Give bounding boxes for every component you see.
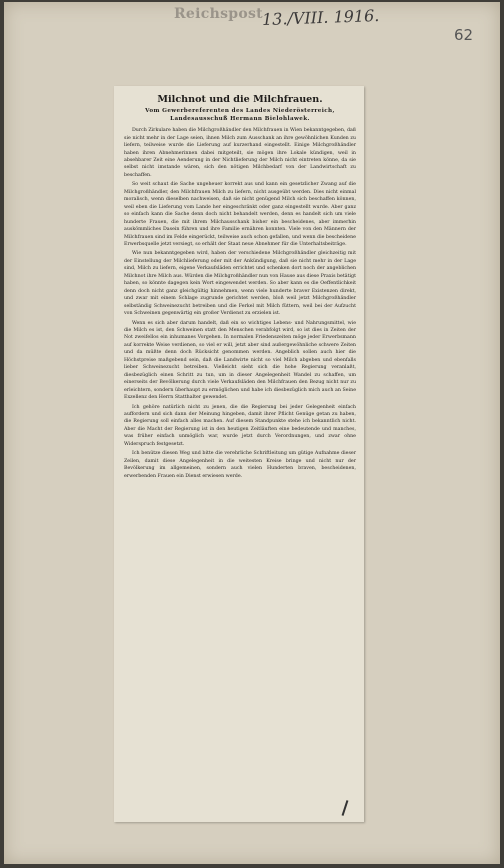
- article-paragraph: Durch Zirkulare haben die Milchgroßhändler den Milchfrauen in Wien bekanntgegeben, daß sie nicht mehr in der Lage seien, ihnen Milch zum Ausschank an ihre gewöhnlichen Kunden zu liefern, teilweise wurde die Lieferung auf kurzerhand eingestellt. Einige Milchgroßhändler haben ihren Abnehmerinnen dabei mitgeteilt, sie mögen ihre Lokale kündigen, weil in absehbarer Zeit eine Aenderung in der Nichtlieferung der Milch nicht eintreten könne, da sie selbst nicht imstande wären, sich den nötigen Milchbedarf von der Landwirtschaft zu beschaffen.: [124, 128, 356, 178]
- folio-number: 62: [454, 26, 474, 44]
- article-paragraph: Wie nun bekanntgegeben wird, haben der verschiedene Milchgroßhändler gleichzeitig mit der Einstellung der Milchlieferung oder mit der Ankündigung, daß sie nicht mehr in der Lage sind, Milch zu liefern, eigene Verkaufsläden errichtet und schenken dort noch der angeblichen Milchnot ihre Milch aus. Würden die Milchgroßhändler nun von Hause aus diese Praxis betätigt haben, so könnte dagegen kein Wort eingewendet werden. So aber kann es die Oeffentlichkeit denn doch nicht ganz gleichgültig hinnehmen, wenn viele hunderte braver Existenzen direkt, und zwar mit einem Schlage zugrunde gerichtet werden, bloß weil jetzt Milchgroßhändler selbständig Schweinezucht betreiben und die Ferkel mit Milch füttern, weil bei der Aufzucht von Schweinen gegenwärtig ein großer Verdienst zu erzielen ist.: [124, 251, 356, 317]
- article-paragraph: So weit schaut die Sache ungeheuer korrekt aus und kann ein gesetzlicher Zwang auf die Milchgroßhändler, den Milchfrauen Milch zu liefern, nicht ausgeübt werden. Dies nicht einmal moralisch, wenn dieselben nachweisen, daß sie nicht genügend Milch sich beschaffen können, weil eben die Lieferung vom Lande her eingeschränkt oder ganz eingestellt wurde. Aber ganz so einfach kann die Sache denn doch nicht behandelt werden, denn es handelt sich um viele hunderte Frauen, die mit ihrem Milchausschank bisher ein bescheidenes, aber immerhin auskömmliches Dasein führen und ihre Familie ernähren konnten. Viele von den Männern der Milchfrauen sind im Felde eingerückt, teilweise auch schon gefallen, und wenn die bescheidene Erwerbsquelle jetzt versiegt, so erhält der Staat neue Abnehmer für die Unterhaltsbeiträge.: [124, 182, 356, 247]
- article-paragraph: Wenn es sich aber darum handelt, daß ein so wichtiges Lebens- und Nahrungsmittel, wie die Milch es ist, den Schweinen statt den Menschen verabfolgt wird, so ist dies in Zeiten der Not zweifellos ein inhumanes Vorgehen. In normalen Friedenszeiten möge jeder Erwerbsmann auf korrekte Weise verdienen, so viel er will, jetzt aber sind außergewöhnliche schwere Zeiten und da müßte denn doch Rücksicht genommen werden. Angeblich sollen auch hier die Höchstpreise maßgebend sein, daß die Landwirte nicht so viel Milch abgeben und ebenfalls lieber Schweinezucht betreiben. Vielleicht sieht sich die hohe Regierung veranlaßt, diesbezüglich einen Schritt zu tun, um in dieser Angelegenheit Wandel zu schaffen, um einerseits der Bevölkerung durch viele Verkaufsläden den Milchfrauen den Bezug nicht nur zu erleichtern, sondern überhaupt zu ermöglichen und habe ich diesbezüglich mich auch an Seine Exzellenz den Herrn Statthalter gewendet.: [124, 320, 356, 401]
- newspaper-clipping: [114, 86, 364, 822]
- article-paragraph: Ich benütze diesen Weg und bitte die verehrliche Schriftleitung um gütige Aufnahme dieser Zeilen, damit diese Angelegenheit in die weitesten Kreise bringe und nicht nur der Bevölkerung im allgemeinen, sondern auch vielen Hunderten braven, bescheidenen, erwerbenden Frauen ein Dienst erwiesen werde.: [124, 451, 356, 479]
- article-title: Milchnot und die Milchfrauen.: [157, 94, 323, 105]
- handwritten-date: 13./VIII. 1916.: [261, 5, 380, 30]
- article-subtitle: Vom Gewerbereferenten des Landes Niederösterreich, Landesausschuß Hermann Bielohlawek.: [145, 108, 335, 122]
- article-paragraph: Ich gehöre natürlich nicht zu jenen, die die Regierung bei jeder Gelegenheit einfach auffordern und sich dann der Meinung hingeben, damit ihrer Pflicht Genüge getan zu haben, die Regierung soll einfach alles machen. Auf diesem Standpunkte stehe ich bekanntlich nicht. Aber die Macht der Regierung ist in den heutigen Zeitläuften eine bedeutende und manches, was früher einfach unmöglich war, wurde jetzt durch Verordnungen, und zwar ohne Widerspruch festgesetzt.: [124, 404, 356, 447]
- article-body: [124, 127, 356, 480]
- newspaper-name: Reichspost: [174, 6, 263, 22]
